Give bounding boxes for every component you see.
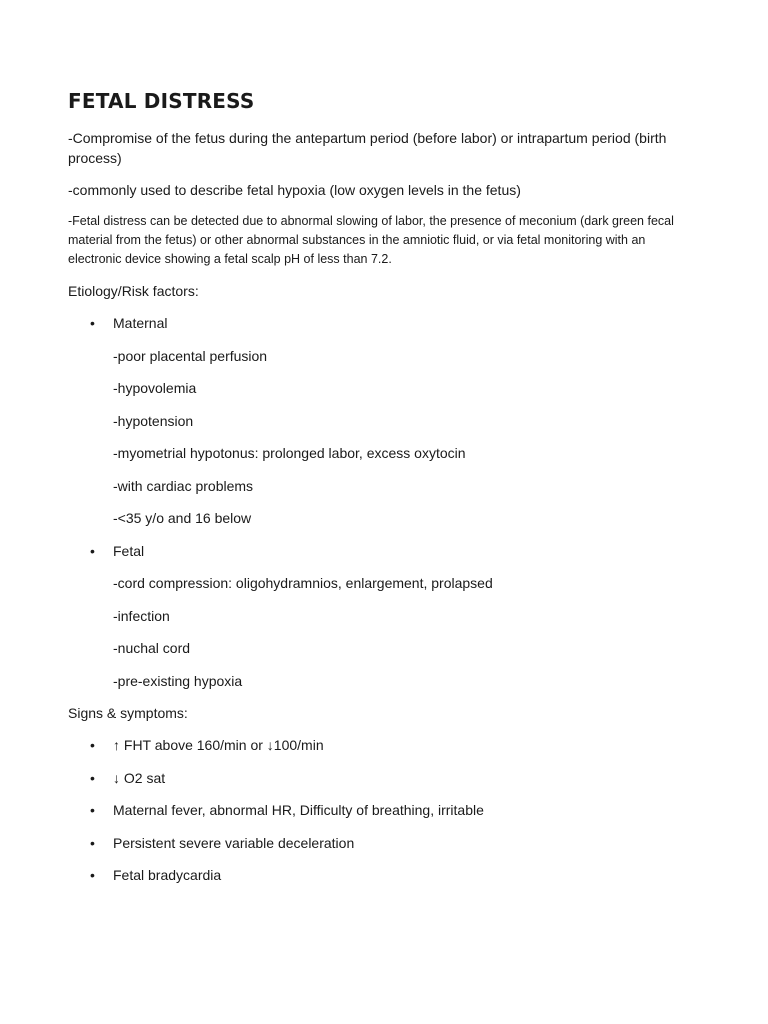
bullet-icon: •: [90, 867, 95, 883]
bullet-icon: •: [90, 769, 95, 786]
detail-paragraph: -Fetal distress can be detected due to abnormal slowing of labor, the presence of meconium (dark green fecal material from the fetus) or other abnormal substances in the amniotic fluid, or via fetal monitoring with an electronic device showing a fetal scalp pH of less than 7.2.: [68, 214, 674, 266]
list-item: [68, 833, 688, 853]
signs-heading: Signs & symptoms:: [68, 705, 188, 721]
list-item: -myometrial hypotonus: prolonged labor, excess oxytocin: [113, 445, 466, 461]
list-item: -cord compression: oligohydramnios, enlargement, prolapsed: [113, 575, 493, 591]
group-label: Maternal: [113, 315, 168, 331]
sign-text: ↓ O2 sat: [113, 769, 166, 786]
sign-text: ↑ FHT above 160/min or ↓100/min: [113, 737, 324, 753]
list-item: -infection: [113, 607, 170, 624]
list-item: [68, 800, 688, 820]
document-page: [68, 88, 688, 898]
list-item: [68, 735, 688, 755]
signs-list: [68, 735, 688, 885]
list-item: [68, 313, 688, 333]
sign-text: Maternal fever, abnormal HR, Difficulty of breathing, irritable: [113, 802, 484, 818]
sign-text: Persistent severe variable deceleration: [113, 834, 355, 851]
list-item: [68, 541, 688, 561]
list-item: -hypovolemia: [113, 380, 197, 396]
document-title: FETAL DISTRESS: [68, 89, 255, 113]
etiology-group-maternal: [68, 313, 688, 528]
list-item: -hypotension: [113, 412, 194, 429]
list-item: [68, 768, 688, 788]
bullet-icon: •: [90, 315, 95, 331]
intro-paragraph-1: -Compromise of the fetus during the antepartum period (before labor) or intrapartum period (birth process): [68, 130, 667, 166]
list-item: -with cardiac problems: [113, 477, 254, 494]
etiology-heading: Etiology/Risk factors:: [68, 283, 199, 299]
bullet-icon: •: [90, 542, 95, 559]
bullet-icon: •: [90, 802, 95, 818]
group-label: Fetal: [113, 542, 145, 559]
intro-paragraph-2: -commonly used to describe fetal hypoxia (low oxygen levels in the fetus): [68, 182, 521, 198]
etiology-group-fetal: [68, 541, 688, 691]
sign-text: Fetal bradycardia: [113, 867, 222, 883]
list-item: -pre-existing hypoxia: [113, 672, 243, 689]
list-item: [68, 865, 688, 885]
list-item: -<35 y/o and 16 below: [113, 510, 252, 526]
bullet-icon: •: [90, 834, 95, 851]
bullet-icon: •: [90, 737, 95, 753]
list-item: -poor placental perfusion: [113, 347, 268, 364]
list-item: -nuchal cord: [113, 640, 191, 656]
